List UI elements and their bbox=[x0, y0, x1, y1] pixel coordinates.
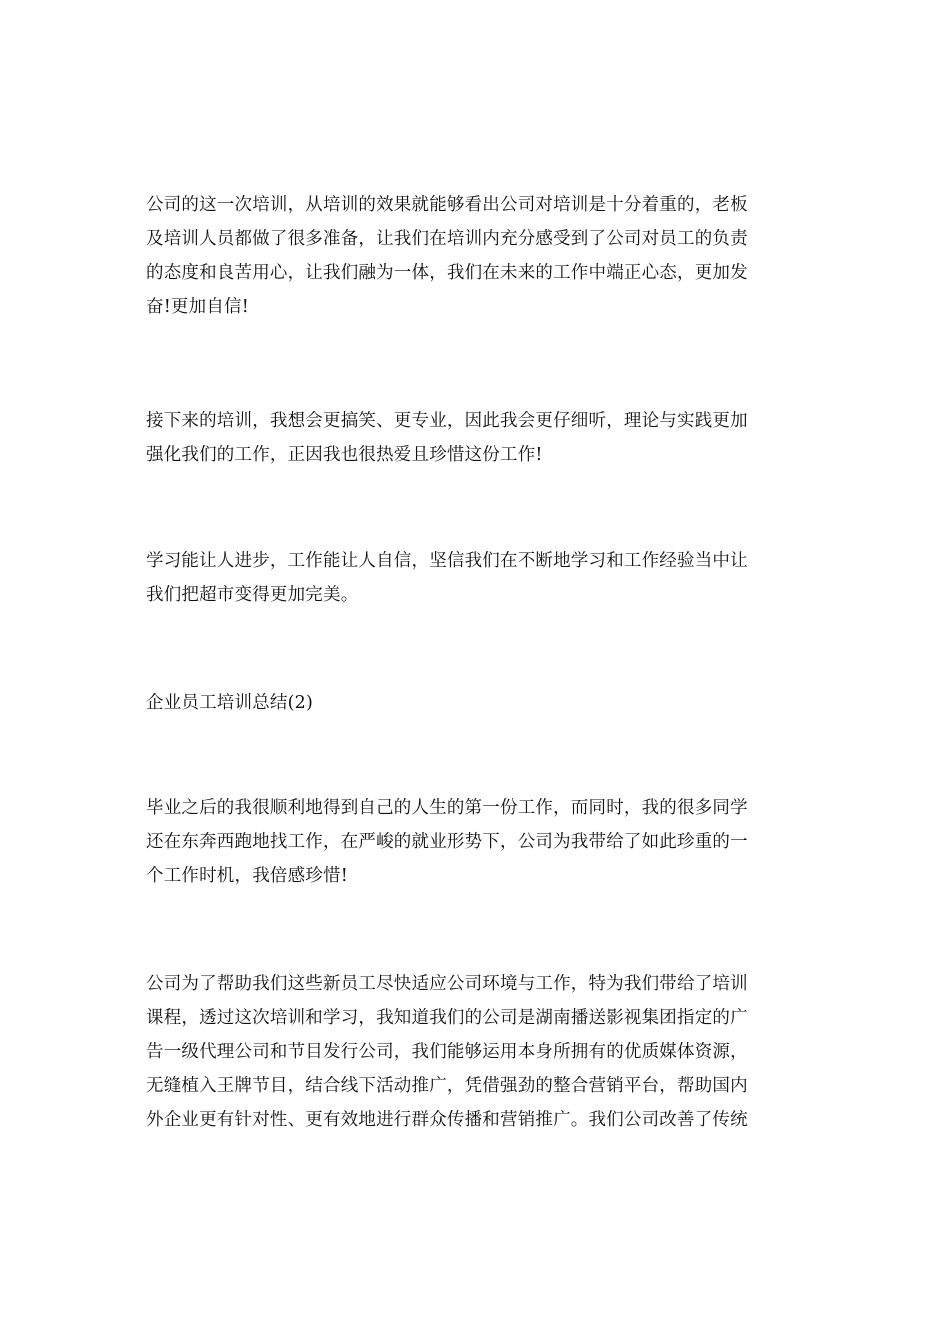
text-line: 告一级代理公司和节目发行公司，我们能够运用本身所拥有的优质媒体资源， bbox=[146, 1042, 748, 1062]
text-line: 及培训人员都做了很多准备，让我们在培训内充分感受到了公司对员工的负责 bbox=[146, 229, 748, 249]
text-line: 的态度和良苦用心，让我们融为一体，我们在未来的工作中端正心态，更加发 bbox=[146, 263, 748, 283]
paragraph-training-impression bbox=[146, 188, 810, 324]
text-line: 我们把超市变得更加完美。 bbox=[146, 585, 359, 605]
text-line: 课程，透过这次培训和学习，我知道我们的公司是湖南播送影视集团指定的广 bbox=[146, 1008, 748, 1028]
text-line: 个工作时机，我倍感珍惜! bbox=[146, 866, 348, 886]
text-line: 奋!更加自信! bbox=[146, 297, 249, 317]
text-line: 公司为了帮助我们这些新员工尽快适应公司环境与工作，特为我们带给了培训 bbox=[146, 974, 748, 994]
text-line: 接下来的培训，我想会更搞笑、更专业，因此我会更仔细听，理论与实践更加 bbox=[146, 411, 748, 431]
paragraph-first-job bbox=[146, 791, 810, 893]
text-line: 毕业之后的我很顺利地得到自己的人生的第一份工作，而同时，我的很多同学 bbox=[146, 798, 748, 818]
text-line: 还在东奔西跑地找工作，在严峻的就业形势下，公司为我带给了如此珍重的一 bbox=[146, 832, 748, 852]
text-line: 强化我们的工作，正因我也很热爱且珍惜这份工作! bbox=[146, 445, 543, 465]
text-line: 学习能让人进步，工作能让人自信，坚信我们在不断地学习和工作经验当中让 bbox=[146, 551, 748, 571]
paragraph-company-intro bbox=[146, 967, 810, 1137]
paragraph-next-training bbox=[146, 404, 810, 472]
paragraph-learning bbox=[146, 544, 810, 612]
text-line: 公司的这一次培训，从培训的效果就能够看出公司对培训是十分着重的，老板 bbox=[146, 195, 748, 215]
text-line: 外企业更有针对性、更有效地进行群众传播和营销推广。我们公司改善了传统 bbox=[146, 1110, 748, 1130]
section-heading bbox=[146, 686, 810, 720]
section-title: 企业员工培训总结(2) bbox=[146, 693, 313, 713]
text-line: 无缝植入王牌节目，结合线下活动推广，凭借强劲的整合营销平台，帮助国内 bbox=[146, 1076, 748, 1096]
